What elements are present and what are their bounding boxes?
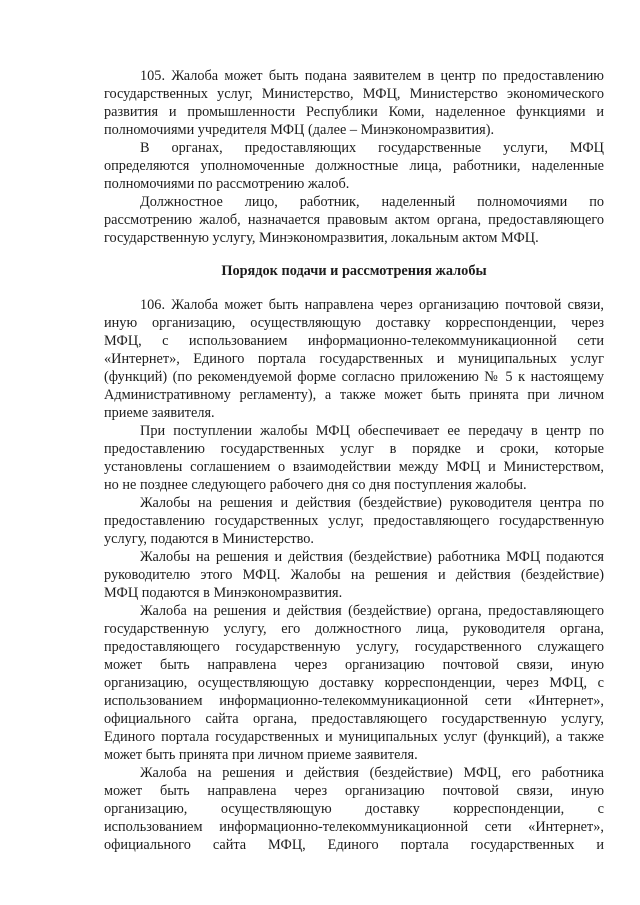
paragraph-mfc-worker-line: руководителю этого МФЦ. Жалобы на решения и действия (бездействие) <box>104 567 604 583</box>
paragraph-mfc-complaint-line: использованием информационно-телекоммуникационной сети «Интернет», <box>104 819 604 835</box>
paragraph-organs-line: полномочиями по рассмотрению жалоб. <box>104 176 350 192</box>
paragraph-106-line: 106. Жалоба может быть направлена через организацию почтовой связи, <box>140 297 604 313</box>
paragraph-mfc-complaint-line: Жалоба на решения и действия (бездействие) МФЦ, его работника <box>140 765 604 781</box>
paragraph-organ-complaint-line: организацию, осуществляющую доставку корреспонденции, через МФЦ, с <box>104 675 604 691</box>
paragraph-organ-complaint-line: официального сайта органа, предоставляющего государственную услугу, <box>104 711 604 727</box>
paragraph-official-line: рассмотрению жалоб, назначается правовым актом органа, предоставляющего <box>104 212 604 228</box>
paragraph-mfc-complaint-line: организацию, осуществляющую доставку корреспонденции, с <box>104 801 604 817</box>
paragraph-receipt-line: но не позднее следующего рабочего дня со дня поступления жалобы. <box>104 477 527 493</box>
paragraph-receipt-line: установлены соглашением о взаимодействии между МФЦ и Министерством, <box>104 459 604 475</box>
paragraph-mfc-worker-line: МФЦ подаются в Минэкономразвития. <box>104 585 343 601</box>
paragraph-106-line: «Интернет», Единого портала государственных и муниципальных услуг <box>104 351 604 367</box>
paragraph-106-line: МФЦ, с использованием информационно-телекоммуникационной сети <box>104 333 604 349</box>
paragraph-105-line: развития и промышленности Республики Коми, наделенное функциями и <box>104 104 604 120</box>
paragraph-organ-complaint-line: может быть принята при личном приеме заявителя. <box>104 747 418 763</box>
paragraph-organ-complaint-line: Единого портала государственных и муниципальных услуг (функций), а также <box>104 729 604 745</box>
paragraph-head-center-line: Жалобы на решения и действия (бездействие) руководителя центра по <box>140 495 604 511</box>
paragraph-mfc-worker-line: Жалобы на решения и действия (бездействие) работника МФЦ подаются <box>140 549 604 565</box>
paragraph-organs-line: определяются уполномоченные должностные лица, работники, наделенные <box>104 158 604 174</box>
paragraph-105-line: полномочиями учредителя МФЦ (далее – Минэкономразвития). <box>104 122 495 138</box>
paragraph-organ-complaint-line: может быть направлена через организацию почтовой связи, иную <box>104 657 604 673</box>
section-title: Порядок подачи и рассмотрения жалобы <box>221 263 487 279</box>
paragraph-receipt-line: При поступлении жалобы МФЦ обеспечивает ее передачу в центр по <box>140 423 604 439</box>
paragraph-receipt-line: предоставлению государственных услуг в порядке и сроки, которые <box>104 441 604 457</box>
paragraph-head-center-line: предоставлению государственных услуг, предоставляющего государственную <box>104 513 604 529</box>
paragraph-organ-complaint-line: Жалоба на решения и действия (бездействие) органа, предоставляющего <box>140 603 604 619</box>
paragraph-106-line: Административному регламенту), а также может быть принята при личном <box>104 387 604 403</box>
paragraph-head-center-line: услугу, подаются в Министерство. <box>104 531 314 547</box>
paragraph-105-line: 105. Жалоба может быть подана заявителем в центр по предоставлению <box>140 68 604 84</box>
paragraph-106-line: (функций) (по рекомендуемой форме согласно приложению № 5 к настоящему <box>104 369 604 385</box>
paragraph-organ-complaint-line: государственную услугу, его должностного лица, руководителя органа, <box>104 621 604 637</box>
paragraph-106-line: иную организацию, осуществляющую доставку корреспонденции, через <box>104 315 604 331</box>
paragraph-organ-complaint-line: использованием информационно-телекоммуникационной сети «Интернет», <box>104 693 604 709</box>
paragraph-mfc-complaint-line: официального сайта МФЦ, Единого портала государственных и <box>104 837 604 853</box>
paragraph-mfc-complaint-line: может быть направлена через организацию почтовой связи, иную <box>104 783 604 799</box>
paragraph-official-line: Должностное лицо, работник, наделенный полномочиями по <box>140 194 604 210</box>
paragraph-105-line: государственных услуг, Министерство, МФЦ, Министерство экономического <box>104 86 604 102</box>
paragraph-106-line: приеме заявителя. <box>104 405 215 421</box>
paragraph-organs-line: В органах, предоставляющих государственные услуги, МФЦ <box>140 140 604 156</box>
paragraph-organ-complaint-line: предоставляющего государственную услугу, государственного служащего <box>104 639 604 655</box>
paragraph-official-line: государственную услугу, Минэкономразвития, локальным актом МФЦ. <box>104 230 539 246</box>
